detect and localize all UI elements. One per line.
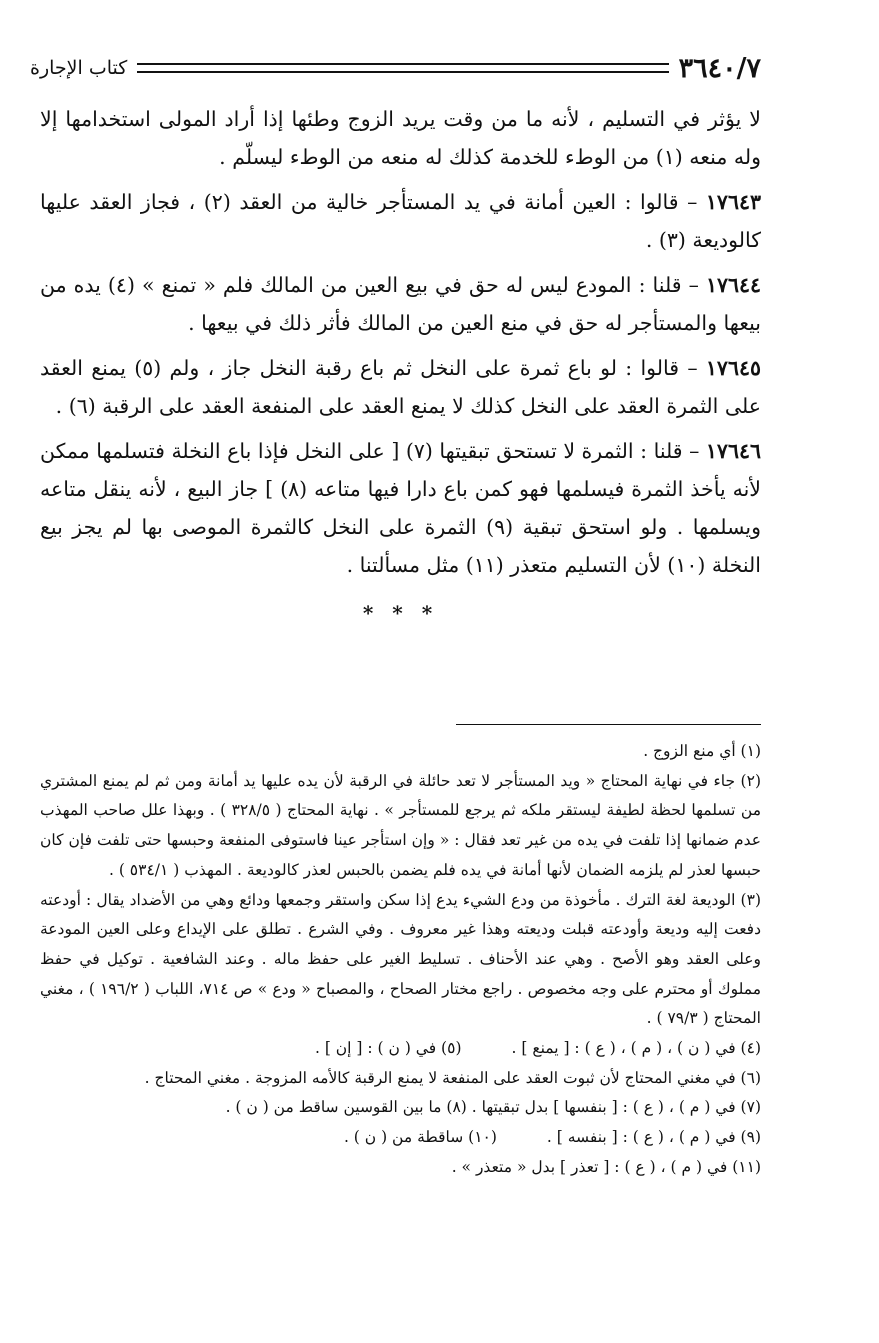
footnote-row xyxy=(40,1034,761,1064)
paragraph: ١٧٦٤٣ – قالوا : العين أمانة في يد المستأجر خالية من العقد (٢) ، فجاز العقد عليها كالوديعة (٣) . xyxy=(40,190,761,252)
paragraph: ١٧٦٤٦ – قلنا : الثمرة لا تستحق تبقيتها (٧) [ على النخل فإذا باع النخلة فتسلمها ممكن لأنه يأخذ الثمرة فيسلمها فهو كمن باع دارا فيها متاعه (٨) ] جاز البيع ، لأنه ينقل متاعه ويسلمها . ولو استحق تبقية (٩) الثمرة على النخل كالثمرة الموصى بها لم يجز بيع النخلة (١٠) لأن التسليم متعذر (١١) مثل مسألتنا . xyxy=(40,439,761,577)
paragraph-number: ١٧٦٤٣ xyxy=(705,190,761,214)
main-text xyxy=(40,100,761,632)
paragraph-number: ١٧٦٤٥ xyxy=(705,356,761,380)
footnote: (٢) جاء في نهاية المحتاج « ويد المستأجر لا تعد حائلة في الرقبة لأن يده عليها يد أمانة ومن ثم لم يمنع المشتري من تسلمها لحظة لطيفة ليستقر ملكه ثم يرجع للمستأجر » . نهاية المحتاج ( ٣٢٨/٥ ) . وبهذا علل صاحب المهذب عدم ضمانها إذا تلفت في يده من غير تعد فقال : « وإن استأجر عينا فاستوفى المنفعة وحبسها حتى تلفت فإن كان حبسها لعذر لم يلزمه الضمان لأنها أمانة في يده فلم يضمن بالحبس لعذر كالوديعة . المهذب ( ٥٣٤/١ ) . xyxy=(40,771,761,879)
footnote: (٩) في ( م ) ، ( ع ) : [ بنفسه ] . xyxy=(546,1128,761,1147)
paragraph: ١٧٦٤٥ – قالوا : لو باع ثمرة على النخل ثم باع رقبة النخل جاز ، ولم (٥) يمنع العقد على الثمرة العقد على النخل كذلك لا يمنع العقد على المنفعة العقد على الرقبة (٦) . xyxy=(40,356,761,418)
paragraph: ١٧٦٤٤ – قلنا : المودع ليس له حق في بيع العين من المالك فلم « تمنع » (٤) يده من بيعها والمستأجر له حق في منع العين من المالك فأثر ذلك في بيعها . xyxy=(40,273,761,335)
book-title: كتاب الإجارة xyxy=(30,57,128,79)
footnote: (١) أي منع الزوج . xyxy=(643,742,761,760)
page-header xyxy=(30,48,761,88)
footnotes xyxy=(40,737,761,1183)
paragraph-number: ١٧٦٤٦ xyxy=(705,439,761,463)
footnote: (٣) الوديعة لغة الترك . مأخوذة من ودع الشيء يدع إذا سكن واستقر وجمعها ودائع وهي من الأضداد يقال : أودعته دفعت إليه وديعة وأودعته قبلت وديعته وهذا غير معروف . وفي الشرع . تطلق على الإيداع وعلى العين المودعة وعلى العقد وهو الأصح . وهي عند الأحناف . تسليط الغير على حفظ ماله . وعند الشافعية . توكيل في حفظ مملوك أو محترم على وجه مخصوص . راجع مختار الصحاح ، والمصباح « ودع » ص ٧١٤، اللباب ( ١٩٦/٢ ) ، مغني المحتاج ( ٧٩/٣ ) . xyxy=(40,890,761,1028)
footnote-rule xyxy=(456,724,761,725)
footnote-row xyxy=(40,1123,761,1153)
header-rule xyxy=(137,63,668,73)
footnote: (٤) في ( ن ) ، ( م ) ، ( ع ) : [ يمنع ] . xyxy=(511,1039,761,1058)
section-separator: * * * xyxy=(362,601,439,625)
paragraph-number: ١٧٦٤٤ xyxy=(705,273,761,297)
page-number: ٣٦٤٠/٧ xyxy=(678,52,761,84)
footnote: (٧) في ( م ) ، ( ع ) : [ بنفسها ] بدل تبقيتها . (٨) ما بين القوسين ساقط من ( ن ) . xyxy=(225,1098,761,1117)
footnote: (٥) في ( ن ) : [ إن ] . xyxy=(314,1039,462,1058)
footnote: (٦) في مغني المحتاج لأن ثبوت العقد على المنفعة لا يمنع الرقبة كالأمه المزوجة . مغني المحتاج . xyxy=(144,1068,761,1087)
paragraph: لا يؤثر في التسليم ، لأنه ما من وقت يريد الزوج وطئها إذا أراد المولى استخدامها إلا وله منعه (١) من الوطء للخدمة كذلك له منعه من الوطء ليسلّم . xyxy=(40,107,761,169)
footnote: (١١) في ( م ) ، ( ع ) : [ تعذر ] بدل « متعذر » . xyxy=(451,1157,761,1176)
footnote: (١٠) ساقطة من ( ن ) . xyxy=(343,1128,497,1147)
